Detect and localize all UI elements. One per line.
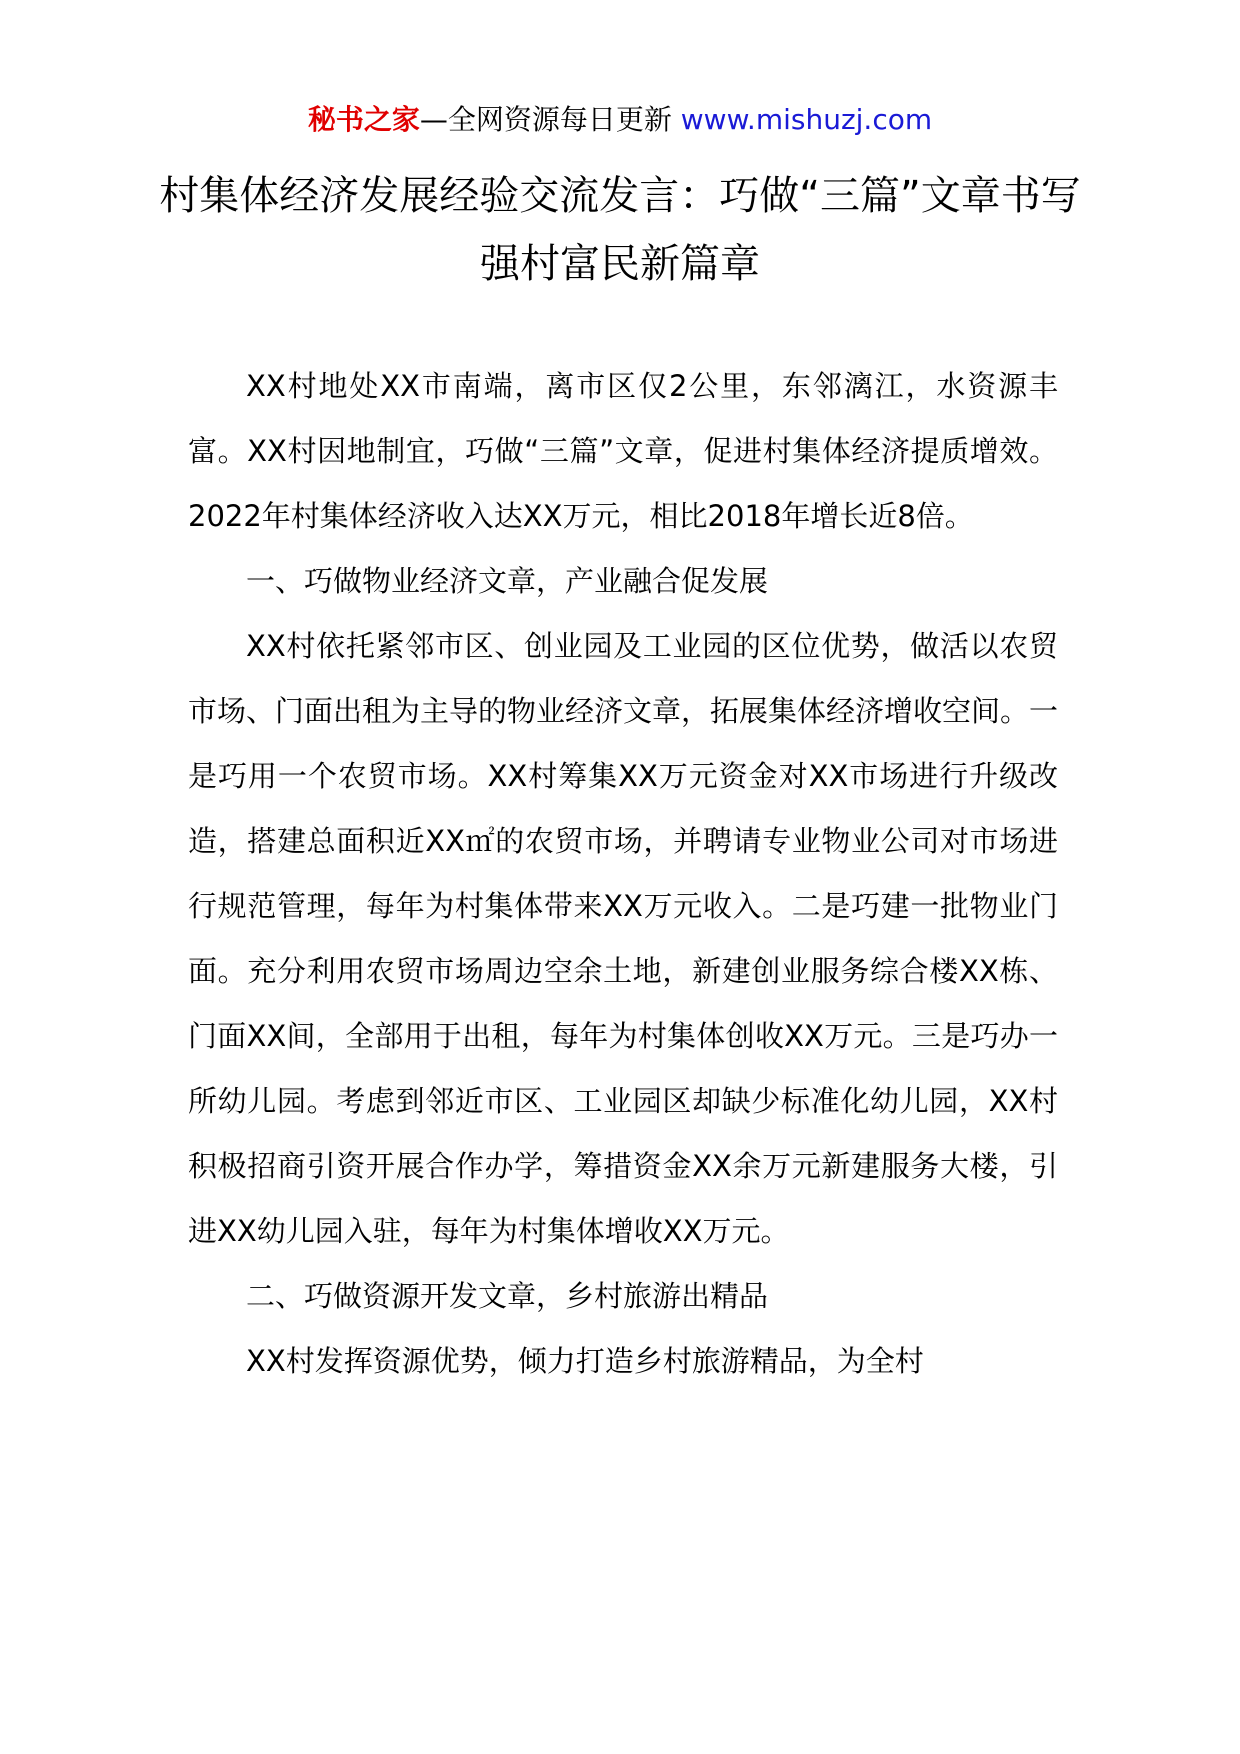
document-title: 村集体经济发展经验交流发言：巧做“三篇”文章书写强村富民新篇章 <box>159 173 1081 287</box>
site-url-link[interactable]: www.mishuzj.com <box>680 103 933 136</box>
section-heading-1: 一、巧做物业经济文章，产业融合促发展 <box>246 564 769 598</box>
site-brand: 秘书之家 <box>307 103 420 136</box>
paragraph-section-2: XX村发挥资源优势，倾力打造乡村旅游精品，为全村 <box>246 1344 924 1378</box>
site-header <box>0 100 1240 140</box>
site-slogan: —全网资源每日更新 <box>419 103 681 136</box>
paragraph-section-1: XX村依托紧邻市区、创业园及工业园的区位优势，做活以农贸市场、门面出租为主导的物业经济文章，拓展集体经济增收空间。一是巧用一个农贸市场。XX村筹集XX万元资金对XX市场进行升级改造，搭建总面积近XX㎡的农贸市场，并聘请专业物业公司对市场进行规范管理，每年为村集体带来XX万元收入。二是巧建一批物业门面。充分利用农贸市场周边空余土地，新建创业服务综合楼XX栋、门面XX间，全部用于出租，每年为村集体创收XX万元。三是巧办一所幼儿园。考虑到邻近市区、工业园区却缺少标准化幼儿园，XX村积极招商引资开展合作办学，筹措资金XX余万元新建服务大楼，引进XX幼儿园入驻，每年为村集体增收XX万元。 <box>188 629 1059 1248</box>
document-body <box>188 354 1058 1394</box>
section-heading-2: 二、巧做资源开发文章，乡村旅游出精品 <box>246 1279 769 1313</box>
paragraph-intro: XX村地处XX市南端，离市区仅2公里，东邻漓江，水资源丰富。XX村因地制宜，巧做“三篇”文章，促进村集体经济提质增效。2022年村集体经济收入达XX万元，相比2018年增长近8倍。 <box>188 369 1058 533</box>
